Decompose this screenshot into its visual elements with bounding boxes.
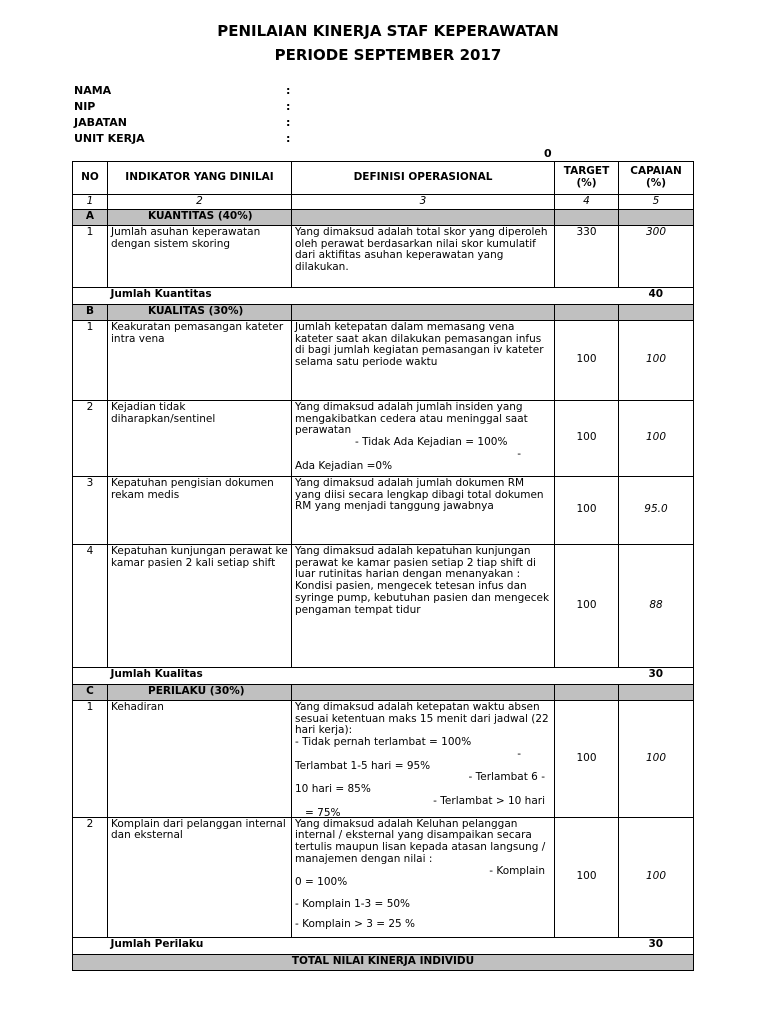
row-definisi-cell (292, 817, 555, 937)
row-indikator: Kepatuhan kunjungan perawat ke kamar pasien 2 kali setiap shift (108, 544, 292, 667)
section-title: PERILAKU (30%) (108, 684, 292, 700)
sum-value: 30 (619, 667, 694, 684)
zero-mark: 0 (544, 147, 552, 160)
row-definisi: Yang dimaksud adalah kepatuhan kunjungan perawat ke kamar pasien setiap 2 tiap shift di luar rutinitas harian dengan menanyakan : Kondisi pasien, mengecek tetesan infus dan syringe pump, kebutuhan pasien dan mengecek pengaman tempat tidur (292, 544, 555, 667)
row-definisi-cell (292, 400, 555, 476)
row-no: 1 (73, 225, 108, 287)
section-title: KUALITAS (30%) (108, 304, 292, 320)
header-target: TARGET (%) (555, 162, 619, 195)
definisi-line: - (517, 447, 521, 460)
col-number: 2 (108, 195, 292, 210)
row-target: 100 (555, 700, 619, 817)
row-capaian: 88 (619, 544, 694, 667)
row-capaian: 100 (619, 700, 694, 817)
total-row (73, 954, 694, 970)
row-capaian: 95.0 (619, 476, 694, 544)
definisi-line: - Tidak Ada Kejadian = 100% (355, 436, 508, 448)
definisi-line: - Tidak pernah terlambat = 100% (295, 736, 472, 748)
row-target: 100 (555, 544, 619, 667)
col-number: 5 (619, 195, 694, 210)
sum-label: Jumlah Kualitas (108, 667, 292, 684)
row-capaian: 100 (619, 817, 694, 937)
header-definisi: DEFINISI OPERASIONAL (292, 162, 555, 195)
sum-value: 30 (619, 937, 694, 954)
row-definisi: Jumlah ketepatan dalam memasang vena kateter saat akan dilakukan pemasangan infus di bagi jumlah kegiatan pemasangan iv kateter selama satu periode waktu (292, 320, 555, 400)
col-number: 1 (73, 195, 108, 210)
definisi-line: 0 = 100% (295, 876, 348, 889)
definisi-line: Ada Kejadian =0% (295, 459, 393, 472)
row-indikator: Kepatuhan pengisian dokumen rekam medis (108, 476, 292, 544)
total-label: TOTAL NILAI KINERJA INDIVIDU (73, 954, 694, 970)
row-target: 100 (555, 817, 619, 937)
table-row (73, 476, 694, 544)
section-code: B (73, 304, 108, 320)
row-definisi-cell (292, 700, 555, 817)
row-no: 1 (73, 320, 108, 400)
header-row (73, 162, 694, 195)
section-title: KUANTITAS (40%) (108, 209, 292, 225)
row-indikator: Komplain dari pelanggan internal dan eksternal (108, 817, 292, 937)
row-no: 1 (73, 700, 108, 817)
document-title: PENILAIAN KINERJA STAF KEPERAWATAN (217, 22, 559, 40)
row-no: 3 (73, 476, 108, 544)
definisi-main: Yang dimaksud adalah jumlah insiden yang mengakibatkan cedera atau meninggal saat perawatan (295, 400, 528, 437)
definisi-line: 10 hari = 85% (295, 783, 371, 795)
definisi-line: = 75% (305, 807, 341, 816)
section-code: A (73, 209, 108, 225)
row-definisi: Yang dimaksud adalah total skor yang diperoleh oleh perawat berdasarkan nilai skor kumulatif dari aktifitas asuhan keperawatan yang dilakukan. (292, 225, 555, 287)
row-capaian: 100 (619, 400, 694, 476)
sum-row-kuantitas (73, 287, 694, 304)
label-nama: NAMA (74, 84, 112, 97)
section-row-kualitas (73, 304, 694, 320)
label-unit-kerja: UNIT KERJA (74, 132, 145, 145)
section-row-kuantitas (73, 209, 694, 225)
label-nip: NIP (74, 100, 96, 113)
column-number-row (73, 195, 694, 210)
colon-nip: : (286, 100, 291, 113)
definisi-line: - Terlambat > 10 hari (433, 794, 545, 807)
row-indikator: Kehadiran (108, 700, 292, 817)
col-number: 4 (555, 195, 619, 210)
row-target: 330 (555, 225, 619, 287)
row-indikator: Keakuratan pemasangan kateter intra vena (108, 320, 292, 400)
colon-jabatan: : (286, 116, 291, 129)
table-row (73, 700, 694, 817)
sum-row-kualitas (73, 667, 694, 684)
table-row (73, 320, 694, 400)
row-indikator: Jumlah asuhan keperawatan dengan sistem skoring (108, 225, 292, 287)
table-row (73, 400, 694, 476)
section-row-perilaku (73, 684, 694, 700)
definisi-line: - Terlambat 6 - (468, 771, 545, 784)
definisi-main: Yang dimaksud adalah Keluhan pelanggan internal / eksternal yang disampaikan secara tertulis maupun lisan kepada atasan langsung / manajemen dengan nilai : (295, 817, 546, 865)
document-period: PERIODE SEPTEMBER 2017 (274, 46, 502, 64)
row-no: 4 (73, 544, 108, 667)
col-number: 3 (292, 195, 555, 210)
definisi-line: Terlambat 1-5 hari = 95% (295, 759, 431, 772)
row-capaian: 300 (619, 225, 694, 287)
table-row (73, 225, 694, 287)
header-no: NO (73, 162, 108, 195)
sum-label: Jumlah Perilaku (108, 937, 292, 954)
definisi-line: - (517, 747, 521, 760)
row-no: 2 (73, 400, 108, 476)
row-no: 2 (73, 817, 108, 937)
definisi-line: - Komplain (489, 864, 545, 877)
row-capaian: 100 (619, 320, 694, 400)
colon-unit-kerja: : (286, 132, 291, 145)
row-target: 100 (555, 476, 619, 544)
definisi-main: Yang dimaksud adalah ketepatan waktu absen sesuai ketentuan maks 15 menit dari jadwal (22 hari kerja): (295, 700, 549, 737)
header-indikator: INDIKATOR YANG DINILAI (108, 162, 292, 195)
table-row (73, 544, 694, 667)
table-row (73, 817, 694, 937)
colon-nama: : (286, 84, 291, 97)
sum-label: Jumlah Kuantitas (108, 287, 292, 304)
section-code: C (73, 684, 108, 700)
definisi-line: - Komplain 1-3 = 50% (295, 898, 411, 910)
row-target: 100 (555, 400, 619, 476)
row-definisi: Yang dimaksud adalah jumlah dokumen RM yang diisi secara lengkap dibagi total dokumen RM yang menjadi tanggung jawabnya (292, 476, 555, 544)
header-capaian: CAPAIAN (%) (619, 162, 694, 195)
sum-row-perilaku (73, 937, 694, 954)
assessment-table (72, 161, 694, 971)
label-jabatan: JABATAN (74, 116, 128, 129)
row-indikator: Kejadian tidak diharapkan/sentinel (108, 400, 292, 476)
definisi-line: - Komplain > 3 = 25 % (295, 917, 416, 930)
sum-value: 40 (619, 287, 694, 304)
row-target: 100 (555, 320, 619, 400)
